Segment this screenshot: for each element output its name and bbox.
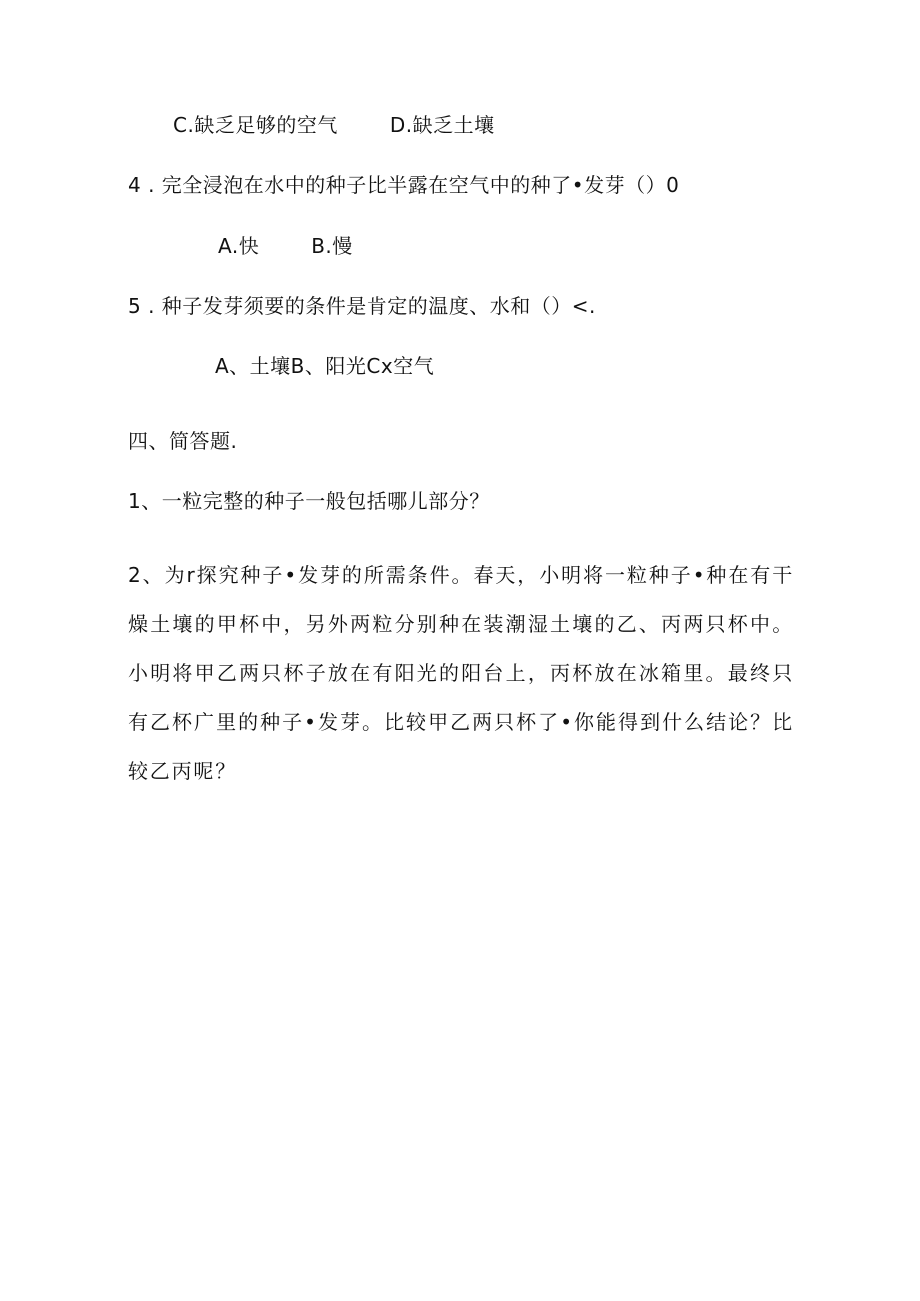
question-3-options — [173, 111, 495, 139]
question-4-options — [218, 232, 353, 260]
option-c: C.缺乏足够的空气 — [173, 113, 338, 137]
question-4-text: 4 . 完全浸泡在水中的种子比半露在空气中的种了•发芽（）0 — [128, 173, 680, 197]
option-b: B.慢 — [311, 234, 353, 258]
section-4-heading: 四、简答题. — [128, 429, 238, 453]
short-answer-question-1: 1、一粒完整的种子一般包括哪儿部分？ — [128, 489, 490, 513]
option-a: A.快 — [218, 234, 260, 258]
short-answer-question-2: 2、为r探究种子•发芽的所需条件。春天，小明将一粒种子•种在有干燥土壤的甲杯中，另外两粒分别种在装潮湿土壤的乙、丙两只杯中。小明将甲乙两只杯子放在有阳光的阳台上，丙杯放在冰箱里。最终只有乙杯广里的种子•发芽。比较甲乙两只杯了•你能得到什么结论？比较乙丙呢？ — [128, 563, 794, 783]
question-5-options: A、土壤B、阳光Cx空气 — [215, 354, 435, 378]
option-d: D.缺乏土壤 — [389, 113, 495, 137]
question-5-text: 5 . 种子发芽须要的条件是肯定的温度、水和（）<. — [128, 294, 596, 318]
